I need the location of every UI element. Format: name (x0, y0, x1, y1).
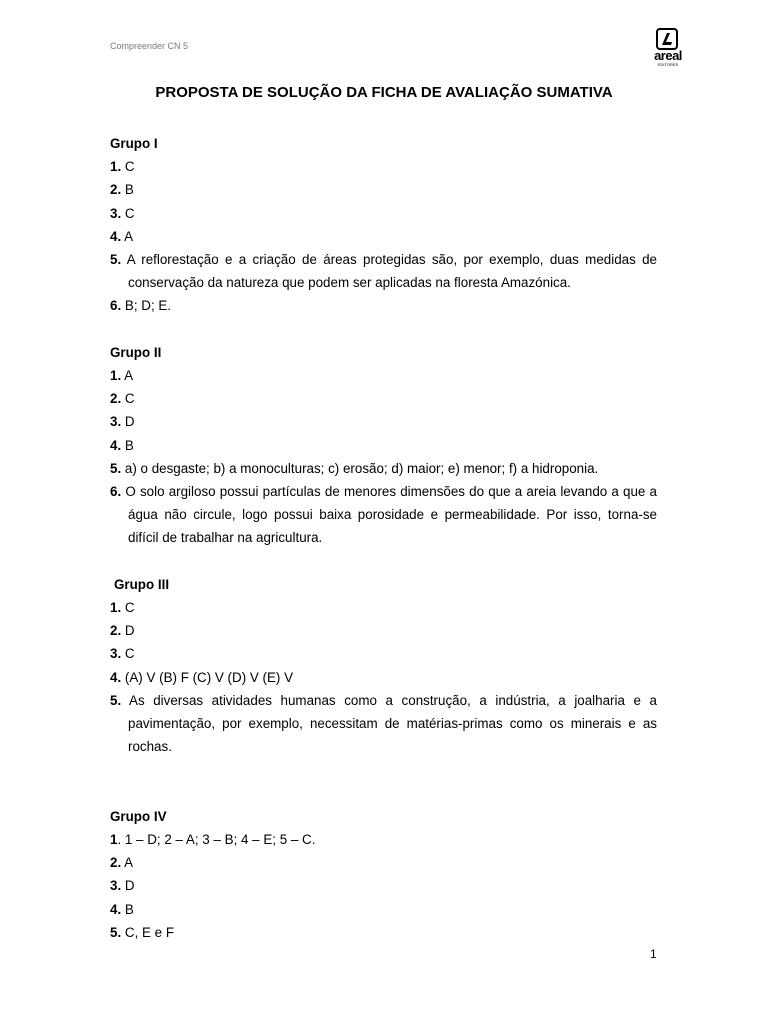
group-heading: Grupo I (110, 136, 158, 151)
item-number: 3. (110, 205, 122, 221)
item-number: 4. (110, 669, 122, 685)
item-text: D (124, 623, 135, 639)
item-number: 1 (110, 831, 118, 847)
item-number: 3. (110, 414, 122, 430)
item-text: D (124, 878, 135, 894)
item-number: 4. (110, 901, 122, 917)
item-text: B (124, 437, 134, 453)
logo-subtext: EDITORES (657, 62, 679, 67)
item-number: 4. (110, 437, 122, 453)
answer-item (110, 155, 657, 178)
answer-item (110, 828, 657, 851)
item-number: 4. (110, 228, 122, 244)
item-text: B (124, 182, 134, 198)
item-number: 5. (110, 460, 122, 476)
answer-item (110, 666, 657, 689)
item-text: (A) V (B) F (C) V (D) V (E) V (124, 669, 294, 685)
item-text: C (124, 205, 135, 221)
logo-text: areal (654, 48, 682, 63)
item-number: 3. (110, 646, 122, 662)
document-title: PROPOSTA DE SOLUÇÃO DA FICHA DE AVALIAÇÃO SUMATIVA (155, 84, 613, 101)
item-text: a) o desgaste; b) a monoculturas; c) erosão; d) maior; e) menor; f) a hidroponia. (124, 460, 599, 476)
item-number: 5. (110, 924, 122, 940)
answer-item (110, 480, 657, 550)
answer-item (110, 642, 657, 665)
item-text: C (124, 599, 135, 615)
group-heading: Grupo III (114, 576, 170, 592)
item-text: C, E e F (124, 924, 175, 940)
item-number: 1. (110, 367, 122, 383)
item-text: A (124, 855, 134, 871)
item-text: C (124, 646, 135, 662)
running-header: Compreender CN 5 (110, 41, 189, 51)
item-text: B (124, 901, 134, 917)
answer-item (110, 851, 657, 874)
item-text: A (124, 367, 134, 383)
page-number: 1 (650, 947, 657, 961)
item-text: C (124, 159, 135, 175)
answer-item (110, 689, 657, 759)
item-number: 6. (110, 298, 122, 314)
answer-item (110, 457, 657, 480)
answer-item (110, 225, 657, 248)
item-number: 2. (110, 391, 122, 407)
item-text: O solo argiloso possui partículas de menores dimensões do que a areia levando a que a água não circule, logo possui baixa porosidade e permeabilidade. Por isso, torna-se difícil de trabalhar na agricultura. (125, 484, 657, 546)
item-text: . 1 – D; 2 – A; 3 – B; 4 – E; 5 – C. (117, 831, 316, 847)
answer-item (110, 874, 657, 897)
item-text: C (124, 391, 135, 407)
item-text: B; D; E. (124, 298, 172, 314)
group-heading: Grupo IV (110, 808, 167, 824)
answer-item (110, 619, 657, 642)
answer-item (110, 248, 657, 294)
item-number: 3. (110, 878, 122, 894)
answer-item (110, 921, 657, 944)
item-number: 2. (110, 623, 122, 639)
answer-item (110, 387, 657, 410)
group-heading: Grupo II (110, 344, 162, 360)
item-number: 6. (110, 484, 122, 499)
item-text: A (124, 228, 134, 244)
answer-key (110, 132, 657, 944)
item-number: 2. (110, 182, 122, 198)
answer-item (110, 434, 657, 457)
answer-item (110, 410, 657, 433)
answer-item (110, 202, 657, 225)
answer-item (110, 294, 657, 317)
areal-logo (648, 28, 690, 70)
logo-mark-icon (656, 28, 678, 50)
item-text: D (124, 414, 135, 430)
item-text: As diversas atividades humanas como a construção, a indústria, a joalharia e a pavimentação, por exemplo, necessitam de matérias-primas como os minerais e as rochas. (128, 692, 657, 755)
answer-item (110, 596, 657, 619)
answer-item (110, 178, 657, 201)
item-number: 1. (110, 599, 122, 615)
item-number: 1. (110, 159, 122, 175)
answer-item (110, 898, 657, 921)
answer-item (110, 364, 657, 387)
item-text: A reflorestação e a criação de áreas protegidas são, por exemplo, duas medidas de conservação da natureza que podem ser aplicadas na floresta Amazónica. (126, 252, 657, 291)
item-number: 5. (110, 252, 122, 267)
item-number: 5. (110, 692, 122, 708)
item-number: 2. (110, 855, 122, 871)
